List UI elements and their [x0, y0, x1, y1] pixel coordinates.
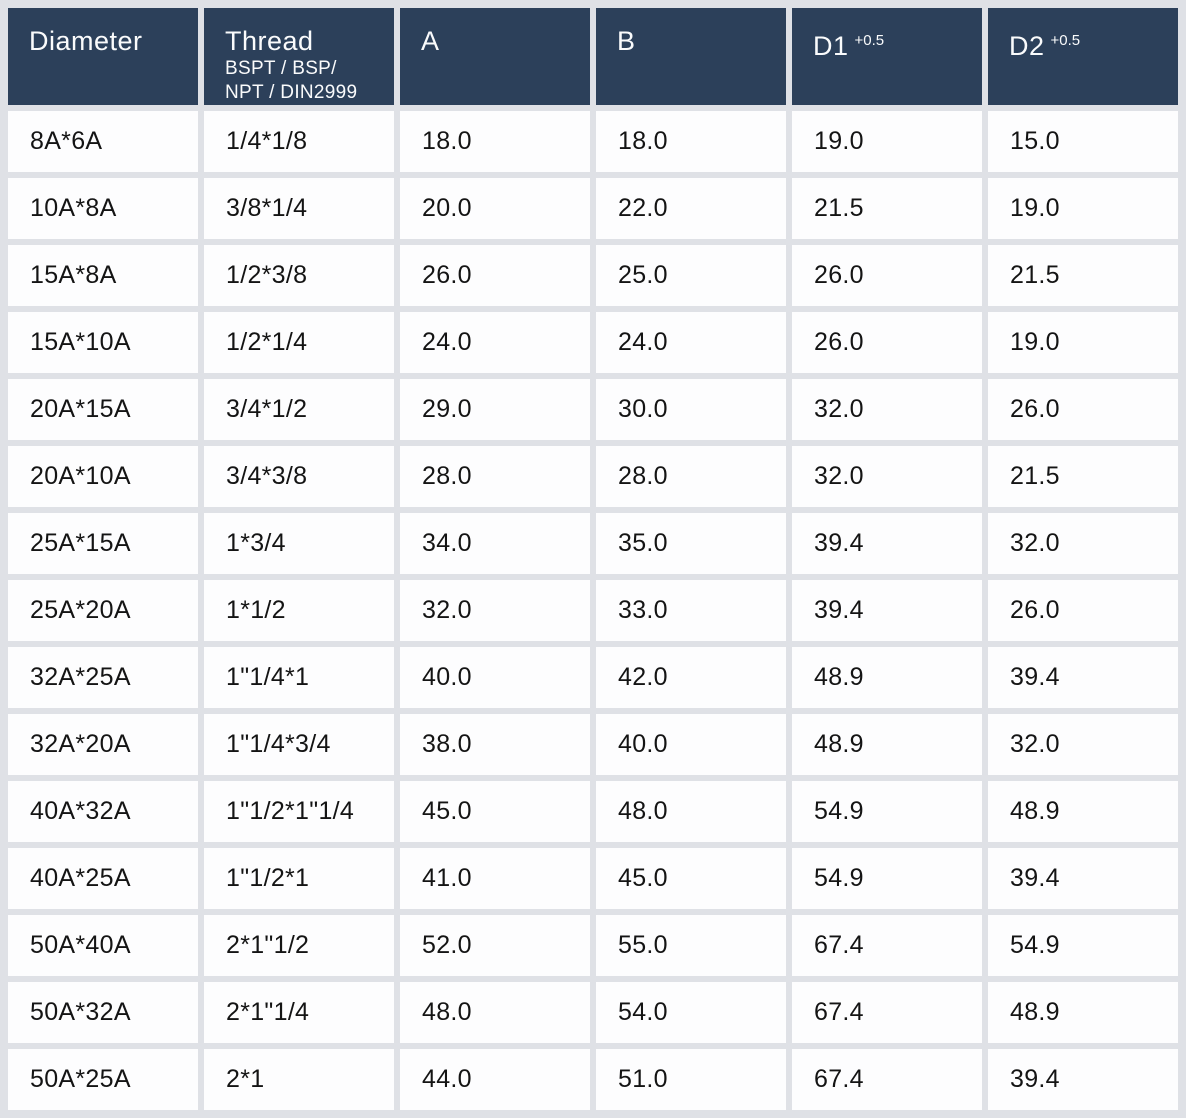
cell-d1: 67.4 [792, 1049, 982, 1110]
tolerance-superscript: +0.5 [854, 32, 885, 49]
cell-d2: 39.4 [988, 647, 1178, 708]
cell-a: 32.0 [400, 580, 590, 641]
column-label: D2 [1009, 31, 1045, 61]
cell-b: 42.0 [596, 647, 786, 708]
cell-b: 35.0 [596, 513, 786, 574]
cell-diameter: 32A*25A [8, 647, 198, 708]
cell-d1: 39.4 [792, 580, 982, 641]
cell-a: 20.0 [400, 178, 590, 239]
cell-a: 44.0 [400, 1049, 590, 1110]
cell-d1: 67.4 [792, 915, 982, 976]
column-label: Thread [225, 26, 314, 56]
table-row [8, 312, 1178, 373]
cell-d1: 32.0 [792, 379, 982, 440]
cell-diameter: 40A*25A [8, 848, 198, 909]
cell-diameter: 25A*15A [8, 513, 198, 574]
cell-d2: 21.5 [988, 245, 1178, 306]
cell-d2: 39.4 [988, 1049, 1178, 1110]
cell-thread: 1*1/2 [204, 580, 394, 641]
cell-diameter: 50A*40A [8, 915, 198, 976]
column-label: A [421, 26, 440, 56]
table-body [8, 111, 1178, 1110]
cell-diameter: 15A*8A [8, 245, 198, 306]
column-header-b [596, 8, 786, 105]
column-label: D1 [813, 31, 849, 61]
table-row [8, 111, 1178, 172]
cell-thread: 3/4*3/8 [204, 446, 394, 507]
cell-b: 51.0 [596, 1049, 786, 1110]
table-row [8, 513, 1178, 574]
cell-b: 28.0 [596, 446, 786, 507]
column-header-d2 [988, 8, 1178, 105]
cell-thread: 1*3/4 [204, 513, 394, 574]
cell-d1: 54.9 [792, 781, 982, 842]
cell-thread: 1"1/2*1 [204, 848, 394, 909]
cell-thread: 3/4*1/2 [204, 379, 394, 440]
table-row [8, 982, 1178, 1043]
cell-diameter: 32A*20A [8, 714, 198, 775]
header-row [8, 8, 1178, 105]
column-header-thread [204, 8, 394, 105]
cell-thread: 1"1/4*1 [204, 647, 394, 708]
cell-b: 48.0 [596, 781, 786, 842]
cell-a: 29.0 [400, 379, 590, 440]
table-row [8, 446, 1178, 507]
table-row [8, 781, 1178, 842]
table-row [8, 848, 1178, 909]
cell-d2: 26.0 [988, 379, 1178, 440]
cell-d2: 15.0 [988, 111, 1178, 172]
table-row [8, 714, 1178, 775]
cell-thread: 2*1 [204, 1049, 394, 1110]
cell-a: 26.0 [400, 245, 590, 306]
table-row [8, 1049, 1178, 1110]
table-row [8, 245, 1178, 306]
cell-b: 18.0 [596, 111, 786, 172]
table-header [8, 8, 1178, 105]
cell-b: 45.0 [596, 848, 786, 909]
cell-a: 38.0 [400, 714, 590, 775]
cell-diameter: 20A*10A [8, 446, 198, 507]
cell-thread: 3/8*1/4 [204, 178, 394, 239]
cell-d1: 48.9 [792, 714, 982, 775]
cell-thread: 1"1/4*3/4 [204, 714, 394, 775]
cell-b: 24.0 [596, 312, 786, 373]
cell-d2: 19.0 [988, 312, 1178, 373]
cell-a: 40.0 [400, 647, 590, 708]
cell-d1: 32.0 [792, 446, 982, 507]
thread-dimension-table [2, 2, 1184, 1116]
cell-thread: 1/4*1/8 [204, 111, 394, 172]
cell-diameter: 25A*20A [8, 580, 198, 641]
cell-d2: 19.0 [988, 178, 1178, 239]
cell-b: 55.0 [596, 915, 786, 976]
cell-b: 54.0 [596, 982, 786, 1043]
table-row [8, 915, 1178, 976]
cell-d1: 67.4 [792, 982, 982, 1043]
cell-a: 34.0 [400, 513, 590, 574]
cell-b: 30.0 [596, 379, 786, 440]
cell-thread: 1"1/2*1"1/4 [204, 781, 394, 842]
cell-a: 24.0 [400, 312, 590, 373]
cell-d2: 54.9 [988, 915, 1178, 976]
column-label: B [617, 26, 636, 56]
cell-d1: 26.0 [792, 245, 982, 306]
table-row [8, 647, 1178, 708]
cell-a: 18.0 [400, 111, 590, 172]
column-label: Diameter [29, 26, 143, 56]
cell-d2: 21.5 [988, 446, 1178, 507]
cell-a: 45.0 [400, 781, 590, 842]
table-row [8, 580, 1178, 641]
cell-d1: 26.0 [792, 312, 982, 373]
cell-d1: 54.9 [792, 848, 982, 909]
cell-a: 41.0 [400, 848, 590, 909]
cell-d2: 48.9 [988, 781, 1178, 842]
cell-d1: 39.4 [792, 513, 982, 574]
cell-d2: 39.4 [988, 848, 1178, 909]
table-row [8, 178, 1178, 239]
cell-diameter: 8A*6A [8, 111, 198, 172]
column-header-d1 [792, 8, 982, 105]
cell-a: 48.0 [400, 982, 590, 1043]
cell-diameter: 10A*8A [8, 178, 198, 239]
cell-b: 33.0 [596, 580, 786, 641]
cell-d2: 32.0 [988, 513, 1178, 574]
cell-thread: 1/2*3/8 [204, 245, 394, 306]
cell-d2: 48.9 [988, 982, 1178, 1043]
cell-diameter: 50A*32A [8, 982, 198, 1043]
cell-diameter: 40A*32A [8, 781, 198, 842]
column-header-a [400, 8, 590, 105]
cell-b: 40.0 [596, 714, 786, 775]
cell-diameter: 50A*25A [8, 1049, 198, 1110]
cell-thread: 1/2*1/4 [204, 312, 394, 373]
column-sublabel: NPT / DIN2999 [225, 82, 358, 103]
column-header-diameter [8, 8, 198, 105]
cell-thread: 2*1"1/4 [204, 982, 394, 1043]
cell-diameter: 15A*10A [8, 312, 198, 373]
table-row [8, 379, 1178, 440]
column-sublabel: BSPT / BSP/ [225, 58, 337, 79]
cell-b: 22.0 [596, 178, 786, 239]
cell-d2: 32.0 [988, 714, 1178, 775]
cell-d1: 48.9 [792, 647, 982, 708]
cell-thread: 2*1"1/2 [204, 915, 394, 976]
cell-b: 25.0 [596, 245, 786, 306]
cell-diameter: 20A*15A [8, 379, 198, 440]
tolerance-superscript: +0.5 [1050, 32, 1081, 49]
cell-a: 28.0 [400, 446, 590, 507]
cell-d1: 21.5 [792, 178, 982, 239]
cell-d1: 19.0 [792, 111, 982, 172]
cell-d2: 26.0 [988, 580, 1178, 641]
cell-a: 52.0 [400, 915, 590, 976]
